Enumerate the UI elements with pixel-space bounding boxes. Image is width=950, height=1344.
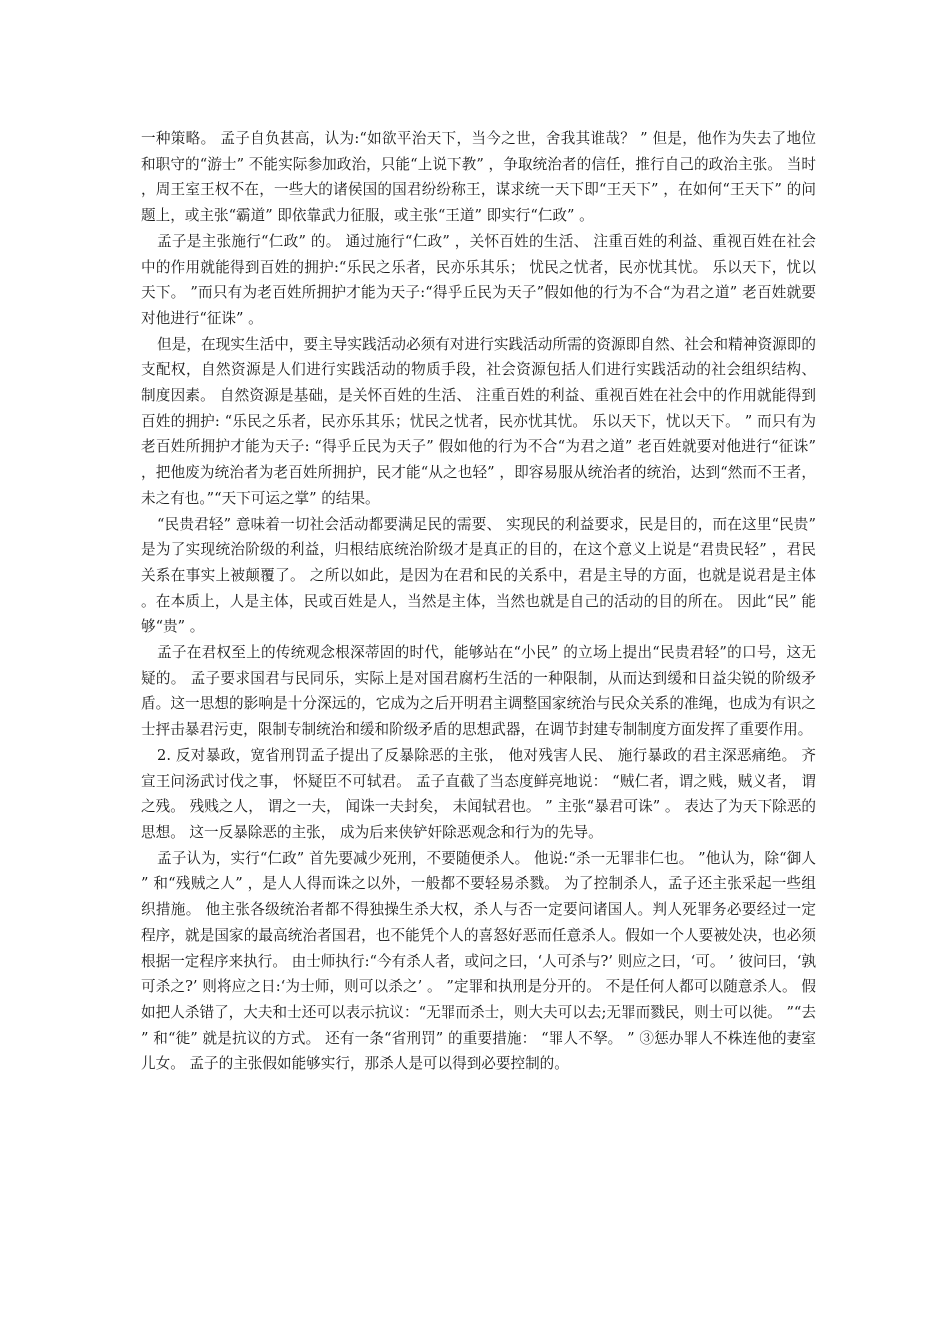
paragraph-4: “民贵君轻” 意味着一切社会活动都要满足民的需要、 实现民的利益要求，民是目的，而在这里“民贵” 是为了实现统治阶级的利益，归根结底统治阶级才是真正的目的，在这个意义上说是“君贵民轻” ，君民关系在事实上被颠覆了。 之所以如此，是因为在君和民的关系中，君是主导的方面，也就是说君是主体。在本质上，人是主体，民或百姓是人，当然是主体，当然也就是自己的活动的目的所在。 因此“民” 能够“贵” 。 — [141, 515, 816, 636]
paragraph-5: 孟子在君权至上的传统观念根深蒂固的时代，能够站在“小民” 的立场上提出“民贵君轻”的口号，这无疑的。 孟子要求国君与民同乐，实际上是对国君腐朽生活的一种限制，从而达到缓和日益尖锐的阶级矛盾。这一思想的影响是十分深远的，它成为之后开明君主调整国家统治与民众关系的准绳，也成为有识之士抨击暴君污吏，限制专制统治和缓和阶级矛盾的思想武器，在调节封建专制制度方面发挥了重要作用。 — [141, 644, 816, 739]
paragraph-3: 但是，在现实生活中，要主导实践活动必须有对进行实践活动所需的资源即自然、社会和精神资源即的支配权，自然资源是人们进行实践活动的物质手段，社会资源包括人们进行实践活动的社会组织结构、 制度因素。 自然资源是基础，是关怀百姓的生活、 注重百姓的利益、重视百姓在社会中的作用就能得到百姓的拥护: “乐民之乐者，民亦乐其乐；忧民之忧者，民亦忧其忧。 乐以天下，忧以天下。 ” 而只有为老百姓所拥护才能为天子: “得乎丘民为天子” 假如他的行为不合“为君之道” 老百姓就要对他进行“征诛” ，把他废为统治者为老百姓所拥护，民才能“从之也轻” ，即容易服从统治者的统治，达到“然而不王者，未之有也。”“天下可运之掌” 的结果。 — [141, 335, 816, 507]
paragraph-7: 孟子认为，实行“仁政” 首先要减少死刑，不要随便杀人。 他说:“杀一无罪非仁也。 ”他认为，除“御人” 和“残贼之人” ，是人人得而诛之以外，一般都不要轻易杀戮。 为了控制杀人，孟子还主张采起一些组织措施。 他主张各级统治者都不得独操生杀大权，杀人与否一定要问诸国人。判人死罪务必要经过一定程序，就是国家的最高统治者国君，也不能凭个人的喜怒好恶而任意杀人。假如一个人要被处决，也必须根据一定程序来执行。 由士师执行:“今有杀人者，或问之曰，‘人可杀与?’ 则应之曰，‘可。 ’ 彼问曰，‘孰可杀之?’ 则将应之日:‘为士师，则可以杀之’ 。 ”定罪和执刑是分开的。 不是任何人都可以随意杀人。 假如把人杀错了，大夫和士还可以表示抗议：“无罪而杀士，则大夫可以去;无罪而戮民，则士可以徙。 ”“去” 和“徙” 就是抗议的方式。 还有一条“省刑罚” 的重要措施： “罪人不孥。 ” ③惩办罪人不株连他的妻室儿女。 孟子的主张假如能够实行，那杀人是可以得到必要控制的。 — [141, 849, 816, 1073]
paragraph-6: 2. 反对暴政，宽省刑罚孟子提出了反暴除恶的主张， 他对残害人民、 施行暴政的君主深恶痛绝。 齐宣王问汤武讨伐之事， 怀疑臣不可轼君。 孟子直截了当态度鲜亮地说： “贼仁者，谓之贱，贼义者， 谓之残。 残贱之人， 谓之一夫， 闻诛一夫封矣， 未闻轼君也。 ” 主张“暴君可诛” 。 表达了为天下除恶的思想。 这一反暴除恶的主张， 成为后来侠铲奸除恶观念和行为的先导。 — [141, 746, 816, 841]
paragraph-1: 一种策略。 孟子自负甚高，认为:“如欲平治天下，当今之世，舍我其谁哉？ ” 但是，他作为失去了地位和职守的“游士” 不能实际参加政治，只能“上说下教” ，争取统治者的信任，推行自己的政治主张。 当时，周王室王权不在，一些大的诸侯国的国君纷纷称王，谋求统一天下即“王天下” ，在如何“王天下” 的问题上，或主张“霸道” 即依靠武力征服，或主张“王道” 即实行“仁政” 。 — [141, 130, 816, 225]
document-body — [141, 126, 816, 1077]
paragraph-2: 孟子是主张施行“仁政” 的。 通过施行“仁政” ，关怀百姓的生活、 注重百姓的利益、重视百姓在社会中的作用就能得到百姓的拥护:“乐民之乐者，民亦乐其乐； 忧民之忧者，民亦忧其忧。 乐以天下，忧以天下。 ”而只有为老百姓所拥护才能为天子:“得乎丘民为天子”假如他的行为不合“为君之道” 老百姓就要对他进行“征诛” 。 — [141, 232, 816, 327]
